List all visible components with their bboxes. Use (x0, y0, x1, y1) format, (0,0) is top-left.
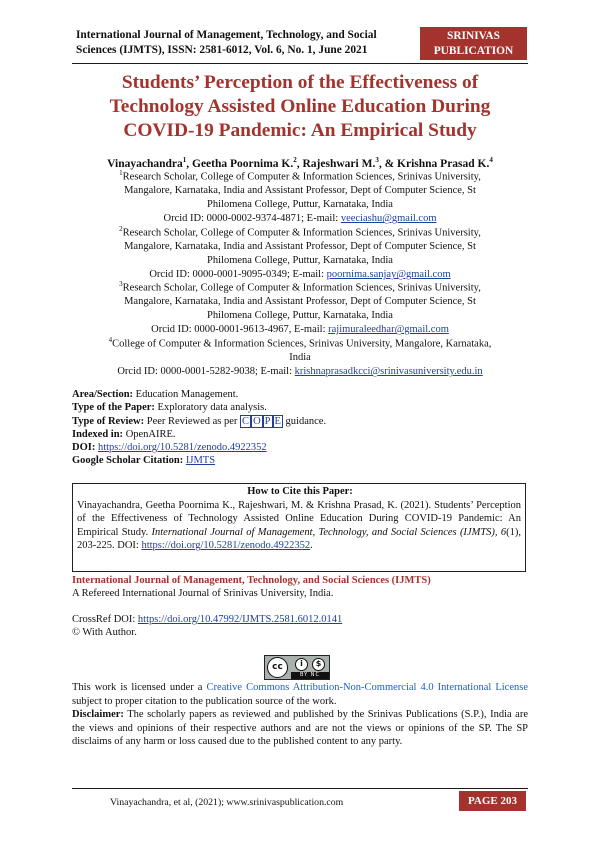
google-scholar-link[interactable]: IJMTS (185, 455, 216, 467)
affiliation-2-line1: Research Scholar, College of Computer & Information Sciences, Srinivas University, (122, 227, 481, 239)
affiliation-4 (72, 334, 528, 379)
title-line3: COVID-19 Pandemic: An Empirical Study (123, 120, 477, 141)
cope-link-e[interactable]: E (274, 415, 281, 427)
affiliation-2-orcid: Orcid ID: 0000-0001-9095-0349; E-mail: (149, 269, 327, 281)
affiliation-1-line1: Research Scholar, College of Computer & Information Sciences, Srinivas University, (122, 171, 481, 183)
paper-type-value: Exploratory data analysis. (154, 402, 267, 414)
footer-citation: Vinayachandra, et al, (2021); www.srinivaspublication.com (110, 797, 344, 808)
cc-label-strip (291, 672, 329, 679)
affiliation-3-line3: Philomena College, Puttur, Karnataka, India (207, 310, 393, 322)
affiliation-2-email[interactable]: poornima.sanjay@gmail.com (326, 269, 451, 281)
cc-icon: cc (267, 657, 288, 678)
page-number-badge: PAGE 203 (459, 791, 526, 811)
cope-link-p[interactable]: P (264, 415, 271, 427)
refereed-note: A Refereed International Journal of Srinivas University, India. (72, 588, 334, 599)
indexed-value: OpenAIRE. (123, 428, 176, 440)
affiliation-3-sup: 3 (119, 280, 123, 288)
author-4: , & Krishna Prasad K. (378, 157, 490, 170)
cc-by-label: BY (299, 672, 309, 678)
crossref-link[interactable]: https://doi.org/10.47992/IJMTS.2581.6012.0141 (137, 614, 343, 625)
affiliation-3-line1: Research Scholar, College of Computer & Information Sciences, Srinivas University, (122, 282, 481, 294)
cope-link-o[interactable]: O (253, 415, 261, 427)
affiliation-4-line1: College of Computer & Information Sciences, Srinivas University, Mangalore, Karnataka, (112, 338, 492, 350)
license-suffix: subject to proper citation to the publication source of the work. (72, 695, 337, 707)
affiliation-3-email[interactable]: rajimuraleedhar@gmail.com (328, 324, 449, 336)
journal-name: International Journal of Management, Technology, and Social Sciences (IJMTS) (72, 575, 431, 586)
area-label: Area/Section: (72, 389, 134, 400)
creative-commons-badge[interactable] (264, 655, 330, 680)
journal-header-line1: International Journal of Management, Technology, and Social (76, 29, 377, 41)
crossref-label: CrossRef DOI: (72, 614, 138, 625)
title-line1: Students’ Perception of the Effectiveness of (121, 72, 479, 93)
title-line2: Technology Assisted Online Education During (109, 96, 491, 117)
non-commercial-icon: $ (312, 658, 325, 671)
affiliation-1-orcid: Orcid ID: 0000-0002-9374-4871; E-mail: (163, 213, 341, 225)
affiliation-4-line2: India (289, 352, 311, 364)
affiliation-2 (72, 223, 528, 282)
citation-volume: 6 (497, 526, 507, 538)
publisher-line2: PUBLICATION (433, 45, 514, 57)
journal-header-line2: Sciences (IJMTS), ISSN: 2581-6012, Vol. 6, No. 1, June 2021 (76, 44, 368, 56)
affiliation-3 (72, 278, 528, 337)
affiliation-1-sup: 1 (119, 169, 123, 177)
publisher-line1: SRINIVAS (447, 30, 500, 42)
cope-link-c[interactable]: C (242, 415, 250, 427)
disclaimer-label: Disclaimer: (72, 709, 124, 720)
author-3: , Rajeshwari M. (296, 157, 376, 170)
review-type-label: Type of Review: (72, 415, 145, 427)
paper-metadata (72, 388, 528, 468)
disclaimer-text: The scholarly papers as reviewed and published by the Srinivas Publications (S.P.), India are the views and opinions of their respective authors and are not the views or opinions of the SP. The SP disclaims of any harm or loss caused due to the published content to any party. (72, 709, 528, 747)
affiliation-4-orcid: Orcid ID: 0000-0001-5282-9038; E-mail: (117, 366, 295, 378)
affiliation-3-line2: Mangalore, Karnataka, India and Assistant Professor, Dept of Computer Science, St (124, 296, 476, 308)
doi-link[interactable]: https://doi.org/10.5281/zenodo.4922352 (97, 442, 267, 454)
disclaimer (72, 708, 528, 749)
affiliation-1-line2: Mangalore, Karnataka, India and Assistant Professor, Dept of Computer Science, St (124, 185, 476, 197)
citation-journal: International Journal of Management, Technology, and Social Sciences (IJMTS), (151, 526, 498, 538)
author-2-sup: 2 (293, 156, 297, 164)
citation-heading: How to Cite this Paper: (247, 486, 353, 497)
footer-divider (72, 788, 528, 789)
citation-pages: (1), 203-225. DOI: (77, 526, 522, 552)
citation-end: . (310, 540, 313, 552)
affiliation-4-email[interactable]: krishnaprasadkcci@srinivasuniversity.edu.in (294, 366, 483, 378)
header-divider (72, 63, 528, 64)
cc-nc-label: NC (310, 672, 321, 678)
area-value: Education Management. (133, 389, 239, 400)
paper-type-label: Type of the Paper: (72, 402, 155, 414)
attribution-icon: i (295, 658, 308, 671)
author-2: , Geetha Poornima K. (186, 157, 294, 170)
paper-title (72, 71, 528, 143)
citation-text (77, 499, 521, 553)
license-link[interactable]: Creative Commons Attribution-Non-Commercial 4.0 International License (206, 682, 528, 693)
doi-label: DOI: (72, 442, 96, 454)
affiliation-3-orcid: Orcid ID: 0000-0001-9613-4967, E-mail: (151, 324, 329, 336)
affiliation-1 (72, 167, 528, 226)
affiliation-2-line2: Mangalore, Karnataka, India and Assistant Professor, Dept of Computer Science, St (124, 241, 476, 253)
affiliation-1-email[interactable]: veeciashu@gmail.com (340, 213, 437, 225)
author-1: Vinayachandra (107, 157, 183, 170)
citation-authors-title: Vinayachandra, Geetha Poornima K., Rajeshwari, M. & Krishna Prasad, K. (2021). Students’ Perception of the Effectiveness of Technology Assisted Online Education During COVID-19 Pandemic: An Empirical Study. (77, 500, 521, 538)
affiliation-2-line3: Philomena College, Puttur, Karnataka, India (207, 255, 393, 267)
copyright-note: © With Author. (72, 627, 137, 638)
review-type-value: Peer Reviewed as per (144, 415, 241, 427)
affiliation-2-sup: 2 (119, 225, 123, 233)
author-1-sup: 1 (182, 156, 187, 164)
google-scholar-label: Google Scholar Citation: (72, 455, 184, 467)
affiliation-1-line3: Philomena College, Puttur, Karnataka, India (207, 199, 393, 211)
crossref-doi (72, 614, 528, 625)
license-prefix: This work is licensed under a (72, 682, 207, 693)
affiliation-4-sup: 4 (108, 336, 113, 344)
license-statement (72, 681, 528, 708)
review-type-suffix: guidance. (282, 415, 327, 427)
citation-doi-link[interactable]: https://doi.org/10.5281/zenodo.4922352 (141, 540, 311, 552)
author-3-sup: 3 (375, 156, 379, 164)
journal-header (76, 28, 416, 58)
publisher-badge (420, 27, 527, 60)
author-4-sup: 4 (489, 156, 493, 164)
indexed-label: Indexed in: (72, 428, 124, 440)
